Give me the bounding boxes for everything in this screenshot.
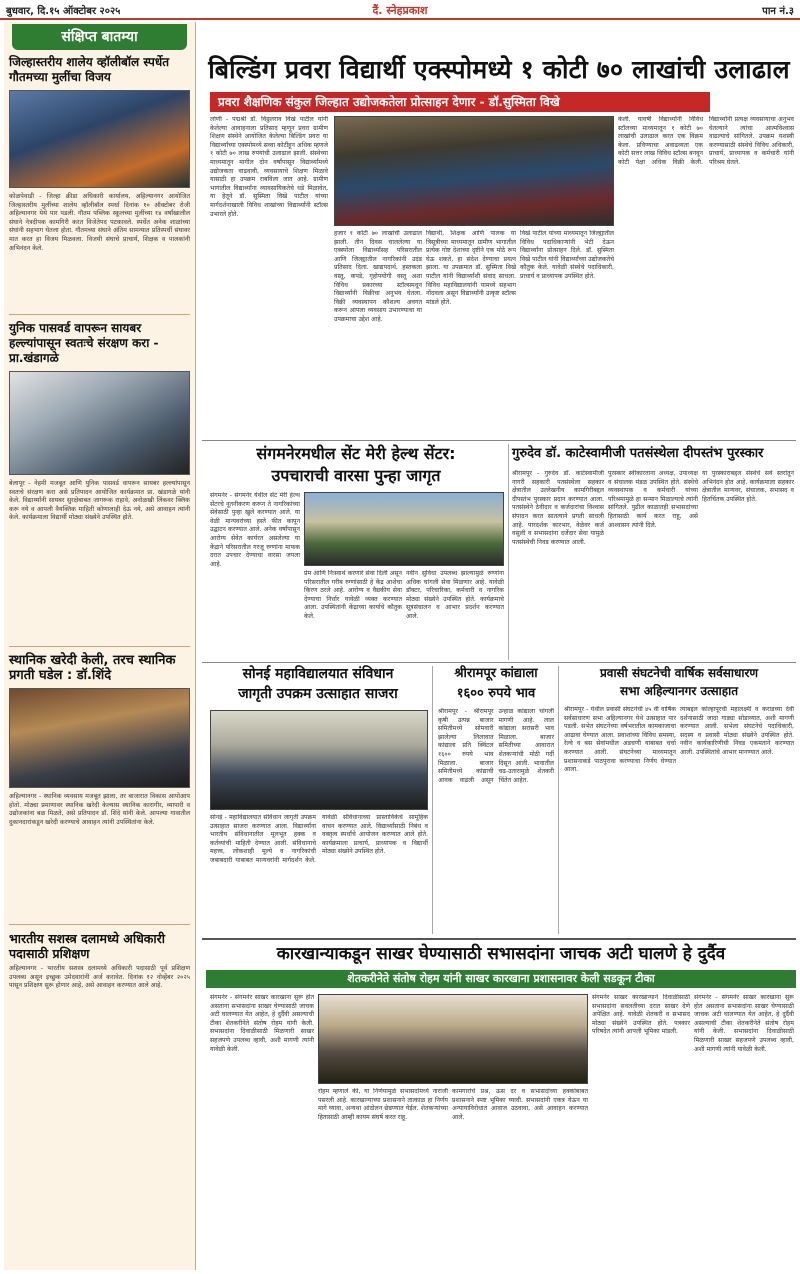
sugar-factory-body-5: संगमनेर - संगमनेर साखर कारखाना सुरू होत असताना सभासदांना साखर घेण्यासाठी जाचक अटी घालण्यात येत आहेत, हे दुर्दैवी असल्याची टीका शेतकरीनेते संतोष रोहम यांनी केली. सभासदांना दिवाळीसाठी मिळणारी साखर सहजपणे उपलब्ध व्हावी, अशी मागणी त्यांनी यावेळी केली.	[694, 994, 794, 1053]
divider	[9, 924, 190, 925]
expo-hall-photo	[334, 116, 614, 226]
patsanstha-award-body-1: श्रीरामपूर - गुरुदेव डॉ. काटेस्वामीजी नागरी सहकारी पतसंस्थेला सहकार क्षेत्रातील उल्लेखनीय कामगिरीबद्दल दीपस्तंभ पुरस्कार प्रदान करण्यात आला. पतसंस्थेने ठेवीदार व कर्जदारांचा विश्वास संपादन करत सातत्याने प्रगती साधली आहे. पारदर्शक कारभार, वेळेवर कर्ज वसुली व सभासदांना दर्जेदार सेवा यामुळे पतसंस्थेची निवड करण्यात आली.	[512, 470, 604, 546]
sugar-factory-body-3: कामगारांचे प्रश्न, ऊस दर व सभासदांच्या हक्कांबाबत प्रशासनाने स्पष्ट भूमिका घ्यावी. सभासदांनी एकत्र येऊन या अन्यायाविरोधात आवाज उठवावा, असे आवाहन करण्यात आले.	[452, 1088, 588, 1121]
volleyball-team-photo	[9, 90, 190, 188]
divider	[202, 440, 796, 441]
lead-headline: बिल्डिंग प्रवरा विद्यार्थी एक्स्पोमध्ये १ कोटी ७० लाखांची उलाढाल	[208, 55, 790, 84]
passenger-meeting-body-1: श्रीरामपूर - येथील प्रवासी संघटनेची ४५ वी वार्षिक सर्वसाधारण सभा अहिल्यानगर येथे उत्साहात पार पडली. सभेत संघटनेच्या वर्षभरातील कामकाजाचा आढावा घेण्यात आला. प्रवाशांच्या विविध समस्या, रेल्वे व बस सेवांमधील अडचणी याबाबत चर्चा करण्यात आली. संघटनेच्या माध्यमातून प्रशासनाकडे पाठपुरावा करण्याचा निर्णय घेण्यात आला.	[564, 706, 676, 774]
divider	[432, 666, 433, 934]
sugar-factory-subheadline: शेतकरीनेते संतोष रोहम यांनी साखर कारखाना प्रशासनावर केली सडकून टीका	[206, 970, 796, 988]
sugar-factory-body-2: रोहम म्हणाले की, या निर्णयामुळे सभासदांमध्ये नाराजी पसरली आहे. कारखान्याच्या प्रशासनाने तात्काळ हा निर्णय मागे घ्यावा, अन्यथा आंदोलन छेडण्यात येईल. शेतकऱ्यांच्या हितासाठी आम्ही कायम संघर्ष करत राहू.	[318, 1088, 448, 1121]
sidebar-body-1: कोळपेवाडी - जिल्हा क्रीडा अधिकारी कार्यालय, अहिल्यानगर आयोजित जिल्हास्तरीय मुलींच्या शालेय व्हॉलीबॉल स्पर्धा दिनांक १० ऑक्टोबर रोजी अहिल्यानगर येथे पार पडली. गौतम पब्लिक स्कूलच्या मुलींच्या १४ वर्षांखालील संघाने नेत्रदीपक कामगिरी करत विजेतेपद पटकावले. स्पर्धेत अनेक शाळांच्या संघांनी सहभाग घेतला होता. गौतमच्या संघाने अंतिम सामन्यात प्रतिस्पर्धी संघावर मात करत हा विजय मिळवला. विजयी संघाचे प्राचार्य, शिक्षक व पालकांनी अभिनंदन केले.	[9, 193, 190, 252]
sidebar-body-4: अहिल्यानगर - भारतीय सशस्त्र दलामध्ये अधिकारी पदासाठी पूर्व प्रशिक्षण उपलब्ध असून इच्छुक उमेदवारांनी अर्ज करावेत. दिनांक १२ नोव्हेंबर २०२५ पासून प्रशिक्षण सुरू होणार आहे, असे आवाहन करण्यात आले आहे.	[9, 965, 190, 990]
lead-subheadline: प्रवरा शैक्षणिक संकुल जिल्हात उद्योजकतेला प्रोत्साहन देणार - डॉ.सुस्मिता विखे	[210, 92, 710, 112]
sidebar-body-3: अहिल्यानगर - स्थानिक व्यवसाय मजबूत झाला, तर बाजारात विकास आपोआप होतो. मोठ्या प्रमाणावर स्थानिक खरेदी केल्यास स्थानिक कारागीर, व्यापारी व उद्योजकांना बळ मिळते, असे प्रतिपादन डॉ. शिंदे यांनी केले. आपल्या गावातील दुकानदारांकडून खरेदी करण्याचे आवाहन त्यांनी उपस्थितांना केले.	[9, 793, 190, 826]
sidebar-headline-4: भारतीय सशस्त्र दलामध्ये अधिकारी पदासाठी प्रशिक्षण	[9, 931, 165, 961]
sidebar-headline-2: युनिक पासवर्ड वापरून सायबर हल्ल्यांपासून स्वतःचे संरक्षण करा - प्रा.खंडागळे	[9, 321, 159, 365]
health-center-body-3: नवीन सुविधा उपलब्ध झाल्यामुळे रुग्णांना अधिक चांगली सेवा मिळणार आहे. यावेळी डॉक्टर, परिचारिका, कर्मचारी व नागरिक मोठ्या संख्येने उपस्थित होते. कार्यक्रमाचे सूत्रसंचालन व आभार प्रदर्शन करण्यात आले.	[406, 570, 504, 620]
onion-price-headline-2: १६०० रुपये भाव	[456, 686, 536, 701]
brief-news-sidebar	[4, 22, 196, 1270]
cyber-seminar-photo	[9, 371, 190, 475]
health-center-headline-2: उपचाराची वारसा पुन्हा जागृत	[271, 466, 441, 485]
constitution-awareness-headline-1: सोनई महाविद्यालयात संविधान	[242, 666, 394, 682]
sidebar-title: संक्षिप्त बातम्या	[12, 24, 187, 50]
page-number: पान नं.३	[762, 6, 794, 17]
masthead	[0, 0, 800, 20]
lead-body-col-1: लोणी - पद्मश्री डॉ. विठ्ठलराव विखे पाटील यांनी केलेल्या आवाहनाला प्रतिसाद म्हणून प्रवरा ग्रामीण शिक्षण संस्थेने आयोजित केलेल्या बिल्डिंग प्रवरा या विद्यार्थ्यांच्या एक्स्पोमध्ये सव्वा कोटींहून अधिक म्हणजे १ कोटी ७० लाख रुपयांची उलाढाल झाली. संस्थेच्या माध्यमातून मागील दोन वर्षांपासून विद्यार्थ्यांमध्ये उद्योजकता वाढवावी, व्यवसायाचे शिक्षण मिळावे यासाठी हा उपक्रम राबविला जात आहे. ग्रामीण भागातील विद्यार्थ्यांना व्यावसायिकतेचे धडे मिळावेत, या हेतूने डॉ. सुस्मिता विखे पाटील यांच्या मार्गदर्शनाखाली विविध शाखांच्या विद्यार्थ्यांनी स्टॉल्स उभारले होते.	[210, 116, 328, 218]
newspaper-name: दैं. स्नेहप्रकाश	[372, 4, 428, 17]
onion-price-body: श्रीरामपूर - श्रीरामपूर कृषी उत्पन्न बाजार समितीमध्ये सोमवारी झालेल्या लिलावात कांद्याला प्रति क्विंटल १६०० रुपये भाव मिळाला. बाजार समितीमध्ये कांद्याची आवक वाढली असून उन्हाळ कांद्याला चांगली मागणी आहे. लाल कांद्याला सरासरी भाव मिळाला. बाजार समितीच्या आवारात शेतकऱ्यांची मोठी गर्दी दिसून आली. भावातील चढ-उतारामुळे शेतकरी चिंतेत आहेत.	[438, 708, 554, 784]
onion-price-headline-1: श्रीरामपूर कांद्याला	[454, 666, 538, 681]
sugar-factory-body-4: संगमनेर साखर कारखान्याने दिवाळीसाठी सभासदांना सवलतीच्या दरात साखर देणे अपेक्षित आहे. यावेळी शेतकरी व सभासद मोठ्या संख्येने उपस्थित होते. पत्रकार परिषदेत त्यांनी आपली भूमिका मांडली.	[592, 994, 690, 1036]
health-center-body-1: संगमनेर - संगमनेर येथील सेंट मेरी हेल्थ सेंटरचे नूतनीकरण करून ते नागरिकांच्या सेवेसाठी पुन्हा खुले करण्यात आले. या वेळी मान्यवरांच्या हस्ते फीत कापून उद्घाटन करण्यात आले. अनेक वर्षांपासून आरोग्य सेवेत कार्यरत असलेल्या या केंद्राने परिसरातील गरजू रुग्णांना माफक दरात उपचार देण्याचा वारसा जपला आहे.	[210, 492, 300, 568]
sugar-factory-body-1: संगमनेर - संगमनेर साखर कारखाना सुरू होत असताना सभासदांना साखर घेण्यासाठी जाचक अटी घालण्यात येत आहेत, हे दुर्दैवी असल्याची टीका शेतकरीनेते संतोष रोहम यांनी केली. सभासदांना दिवाळीसाठी मिळणारी साखर सहजपणे उपलब्ध व्हावी, अशी मागणी त्यांनी यावेळी केली.	[210, 994, 314, 1053]
sidebar-headline-1: जिल्हास्तरीय शालेय व्हॉलीबॉल स्पर्धेत गौतमच्या मुलींचा विजय	[9, 55, 170, 84]
lead-body-col-4: विखे पाटील यांच्या माध्यमातून जिल्ह्यातील विविध पदाधिकाऱ्यांनी भेटी देऊन विद्यार्थ्यांना प्रोत्साहन दिले. डॉ. सुस्मिता विखे पाटील यांनी विद्यार्थ्यांच्या उद्योजकतेचे कौतुक केले. यावेळी संस्थेचे पदाधिकारी, प्राचार्य व प्राध्यापक उपस्थित होते.	[520, 230, 614, 280]
patsanstha-award-body-3: या पुरस्काराबद्दल संस्थेचे सर्व स्तरांतून अभिनंदन होत आहे. कार्यक्रमाला सहकार क्षेत्रातील मान्यवर, संचालक, सभासद व हितचिंतक उपस्थित होते.	[702, 470, 794, 503]
divider	[202, 938, 796, 940]
sidebar-headline-3: स्थानिक खरेदी केली, तरच स्थानिक प्रगती घडेल : डॉ.शिंदे	[9, 653, 176, 683]
lead-body-col-3: विद्यार्थी, शिक्षक आणि पालक या त्रिसूत्रीच्या माध्यमातून ग्रामीण भागातील प्रत्येक गोष्ट देशाच्या दृष्टीने एक मोठे रूप घेऊ शकते, हा संदेश देण्याचा प्रयत्न झाला. या उपक्रमात डॉ. सुस्मिता विखे पाटील यांनी विद्यार्थ्यांशी संवाद साधला. विविध महाविद्यालयांनी यामध्ये सहभाग नोंदवला असून विद्यार्थ्यांनी उत्कृष्ट स्टॉल्स मांडले होते.	[426, 230, 516, 306]
lead-body-col-5: केली. यावर्षी विद्यार्थ्यांनी विविध स्टॉलच्या माध्यमातून १ कोटी ७० लाखांची उलाढाल करत एक विक्रम केला. प्रविण्याचा अवाढव्यता एक कोटी सत्तर लाख विविध स्टॉल्स बनवून कोटी पेक्षा अधिक विक्री केली. विद्यार्थ्यांनी प्रत्यक्ष व्यवसायाचा अनुभव घेतल्याने त्यांचा आत्मविश्वास वाढल्याचे सांगितले. उपक्रम यशस्वी करण्यासाठी संस्थेचे विविध अधिकारी, प्राचार्य, प्राध्यापक व कर्मचारी यांनी परिश्रम घेतले.	[618, 116, 794, 166]
constitution-event-photo	[210, 710, 428, 810]
lead-body-col-2: हजार १ कोटी ७० लाखांची उलाढाल झाली. तीन दिवस चाललेल्या या एक्स्पोला विद्यार्थ्यांसह परिसरातील आणि जिल्ह्यातील नागरिकांनी उदंड प्रतिसाद दिला. खाद्यपदार्थ, हस्तकला वस्तू, कपडे, गृहोपयोगी वस्तू अशा विविध प्रकारच्या स्टॉल्समधून विद्यार्थ्यांनी विक्रीचा अनुभव घेतला. विक्री व्यवस्थापन कौशल्य अवगत करून आपला व्यवसाय उभारण्याचा या उपक्रमाचा उद्देश आहे.	[334, 230, 422, 323]
constitution-awareness-body: सोनई - महाविद्यालयात संविधान जागृती उपक्रम उत्साहात साजरा करण्यात आला. विद्यार्थ्यांना भारतीय संविधानातील मूलभूत हक्क व कर्तव्यांची माहिती देण्यात आली. संविधानाचे महत्त्व, लोकशाही मूल्ये व नागरिकांची जबाबदारी याबाबत मान्यवरांनी मार्गदर्शन केले. यावेळी संविधानाच्या प्रास्ताविकेचे सामूहिक वाचन करण्यात आले. विद्यार्थ्यांसाठी निबंध व वक्तृत्व स्पर्धांचे आयोजन करण्यात आले होते. कार्यक्रमाला प्राचार्य, प्राध्यापक व विद्यार्थी मोठ्या संख्येने उपस्थित होते.	[210, 814, 428, 864]
divider	[558, 666, 559, 934]
issue-date: बुधवार, दि.१५ ऑक्टोबर २०२५	[6, 6, 121, 17]
passenger-meeting-headline-2: सभा अहिल्यानगर उत्साहात	[619, 684, 739, 698]
health-center-inauguration-photo	[304, 492, 504, 566]
constitution-awareness-headline-2: जागृती उपक्रम उत्साहात साजरा	[238, 686, 398, 702]
health-center-body-2: प्रेम आणि निःस्वार्थ करणारे सेवा दिली असून परिसरातील गरीब रुग्णांसाठी हे केंद्र आशेचा किरण ठरले आहे. आरोग्य व वैद्यकीय सेवा देण्याचा निर्धार यावेळी व्यक्त करण्यात आला. उपस्थितांनी केंद्राच्या कार्याचे कौतुक केले.	[304, 570, 402, 620]
patsanstha-award-headline: गुरुदेव डॉ. काटेस्वामीजी पतसंस्थेला दीपस्तंभ पुरस्कार	[512, 446, 764, 461]
passenger-meeting-body-2: त्याबद्दल कोल्हापूरची महालक्ष्मी व कराडच्या देवी दर्शनासाठी जादा गाड्या सोडाव्यात, अशी मागणी करण्यात आली. सभेला संघटनेचे पदाधिकारी, सदस्य व प्रवासी मोठ्या संख्येने उपस्थित होते. नवीन कार्यकारिणीची निवड एकमताने करण्यात आली. उपस्थितांचे आभार मानण्यात आले.	[680, 706, 794, 756]
health-center-headline-1: संगमनेरमधील सेंट मेरी हेल्थ सेंटर:	[256, 444, 456, 463]
divider	[9, 646, 190, 647]
divider	[9, 314, 190, 315]
divider	[202, 662, 796, 663]
sidebar-body-2: बेलापूर - नेहमी मजबूत आणि युनिक पासवर्ड वापरून सायबर हल्ल्यांपासून स्वतःचे संरक्षण करा असे प्रतिपादन आयोजित कार्यक्रमात प्रा. खंडागळे यांनी केले. विद्यार्थ्यांनी सायबर सुरक्षेबाबत जागरूक राहावे, अनोळखी लिंकवर क्लिक करू नये व आपली वैयक्तिक माहिती कोणालाही देऊ नये, असे आवाहन त्यांनी केले. कार्यक्रमाला विद्यार्थी मोठ्या संख्येने उपस्थित होते.	[9, 480, 190, 522]
passenger-meeting-headline-1: प्रवासी संघटनेची वार्षिक सर्वसाधारण	[599, 666, 759, 680]
local-purchase-event-photo	[9, 688, 190, 788]
patsanstha-award-body-2: पुरस्कार स्वीकारताना अध्यक्ष, उपाध्यक्ष व संचालक मंडळ उपस्थित होते. संस्थेचे व्यवस्थापक व कर्मचारी यांच्या परिश्रमामुळे हा सन्मान मिळाल्याचे त्यांनी सांगितले. पुढील काळातही सभासदांच्या हितासाठी कार्य करत राहू, असे आश्वासन त्यांनी दिले.	[608, 470, 698, 529]
sugar-factory-headline: कारखान्याकडून साखर घेण्यासाठी सभासदांना जाचक अटी घालणे हे दुर्दैव	[276, 944, 726, 964]
press-conference-photo	[318, 994, 588, 1084]
divider	[508, 444, 509, 660]
